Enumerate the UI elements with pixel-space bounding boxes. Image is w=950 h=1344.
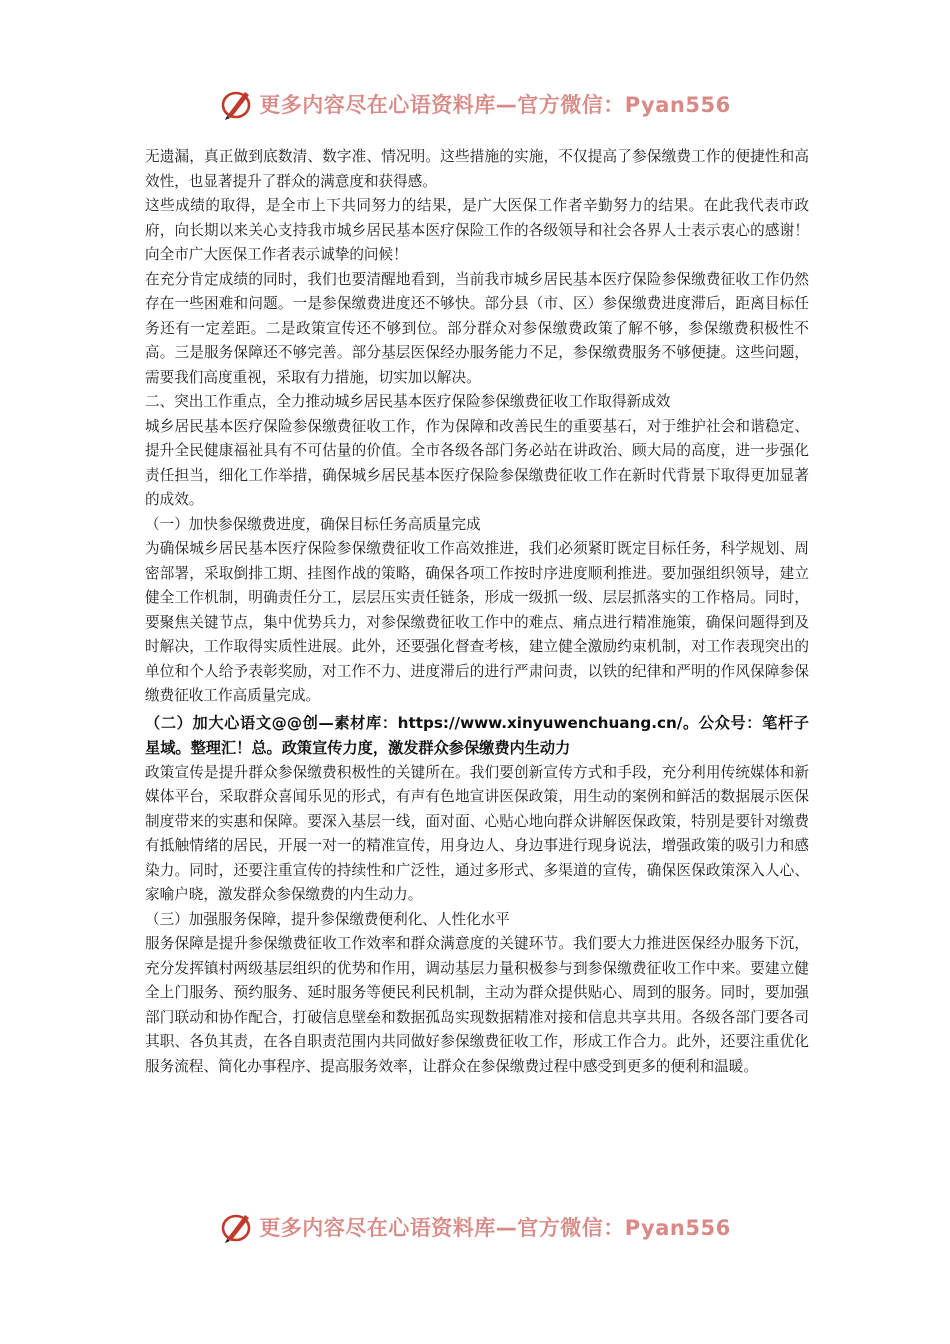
pen-logo-icon <box>219 1209 255 1245</box>
subsection-heading-1: （一）加快参保缴费进度，确保目标任务高质量完成 <box>145 515 481 533</box>
paragraph-6: 政策宣传是提升群众参保缴费积极性的关键所在。我们要创新宣传方式和手段，充分利用传统媒体和新媒体平台，采取群众喜闻乐见的形式，有声有色地宣讲医保政策，用生动的案例和鲜活的数据展示医保制度带来的实惠和保障。要深入基层一线，面对面、心贴心地向群众讲解医保政策，特别是要针对缴费有抵触情绪的居民，开展一对一的精准宣传，用身边人、身边事进行现身说法，增强政策的吸引力和感染力。同时，还要注重宣传的持续性和广泛性，通过多形式、多渠道的宣传，确保医保政策深入人心、家喻户晓，激发群众参保缴费的内生动力。 <box>145 763 809 903</box>
paragraph-3: 在充分肯定成绩的同时，我们也要清醒地看到，当前我市城乡居民基本医疗保险参保缴费征收工作仍然存在一些困难和问题。一是参保缴费进度还不够快。部分县（市、区）参保缴费进度滞后，距离目标任务还有一定差距。二是政策宣传还不够到位。部分群众对参保缴费政策了解不够，参保缴费积极性不高。三是服务保障还不够完善。部分基层医保经办服务能力不足，参保缴费服务不够便捷。这些问题，需要我们高度重视，采取有力措施，切实加以解决。 <box>145 270 809 386</box>
banner-text: 更多内容尽在心语资料库—官方微信：Pyan556 <box>259 1216 731 1240</box>
paragraph-1: 无遗漏，真正做到底数清、数字准、情况明。这些措施的实施，不仅提高了参保缴费工作的便捷性和高效性，也显著提升了群众的满意度和获得感。 <box>145 148 809 190</box>
banner-text: 更多内容尽在心语资料库—官方微信：Pyan556 <box>259 93 731 117</box>
paragraph-2: 这些成绩的取得，是全市上下共同努力的结果，是广大医保工作者辛勤努力的结果。在此我代表市政府，向长期以来关心支持我市城乡居民基本医疗保险工作的各级领导和社会各界人士表示衷心的感谢！向全市广大医保工作者表示诚挚的问候！ <box>145 197 809 263</box>
paragraph-5: 为确保城乡居民基本医疗保险参保缴费征收工作高效推进，我们必须紧盯既定目标任务，科学规划、周密部署，采取倒排工期、挂图作战的策略，确保各项工作按时序进度顺利推进。要加强组织领导，建立健全工作机制，明确责任分工，层层压实责任链条，形成一级抓一级、层层抓落实的工作格局。同时，要聚焦关键节点，集中优势兵力，对参保缴费征收工作中的难点、痛点进行精准施策，确保问题得到及时解决，工作取得实质性进展。此外，还要强化督查考核，建立健全激励约束机制，对工作表现突出的单位和个人给予表彰奖励，对工作不力、进度滞后的进行严肃问责，以铁的纪律和严明的作风保障参保缴费征收工作高质量完成。 <box>145 540 809 704</box>
footer-banner <box>0 1205 950 1249</box>
subsection-heading-3: （三）加强服务保障，提升参保缴费便利化、人性化水平 <box>145 910 510 928</box>
section-heading-2: 二、突出工作重点，全力推动城乡居民基本医疗保险参保缴费征收工作取得新成效 <box>145 393 671 410</box>
paragraph-4: 城乡居民基本医疗保险参保缴费征收工作，作为保障和改善民生的重要基石，对于维护社会和谐稳定、提升全民健康福祉具有不可估量的价值。全市各级各部门务必站在讲政治、顾大局的高度，进一步强化责任担当，细化工作举措，确保城乡居民基本医疗保险参保缴费征收工作在新时代背景下取得更加显著的成效。 <box>145 417 809 508</box>
pen-logo-icon <box>219 86 255 122</box>
document-body <box>145 145 809 1079</box>
subsection-heading-2: （二）加大心语文@@创—素材库：https://www.xinyuwenchuang.cn/。公众号：笔杆子星域。整理汇！总。政策宣传力度，激发群众参保缴费内生动力 <box>145 713 809 757</box>
header-banner <box>0 82 950 126</box>
paragraph-7: 服务保障是提升参保缴费征收工作效率和群众满意度的关键环节。我们要大力推进医保经办服务下沉，充分发挥镇村两级基层组织的优势和作用，调动基层力量积极参与到参保缴费征收工作中来。要建立健全上门服务、预约服务、延时服务等便民利民机制，主动为群众提供贴心、周到的服务。同时，要加强部门联动和协作配合，打破信息壁垒和数据孤岛实现数据精准对接和信息共享共用。各级各部门要各司其职、各负其责，在各自职责范围内共同做好参保缴费征收工作，形成工作合力。此外，还要注重优化服务流程、简化办事程序、提高服务效率，让群众在参保缴费过程中感受到更多的便利和温暖。 <box>145 935 809 1075</box>
